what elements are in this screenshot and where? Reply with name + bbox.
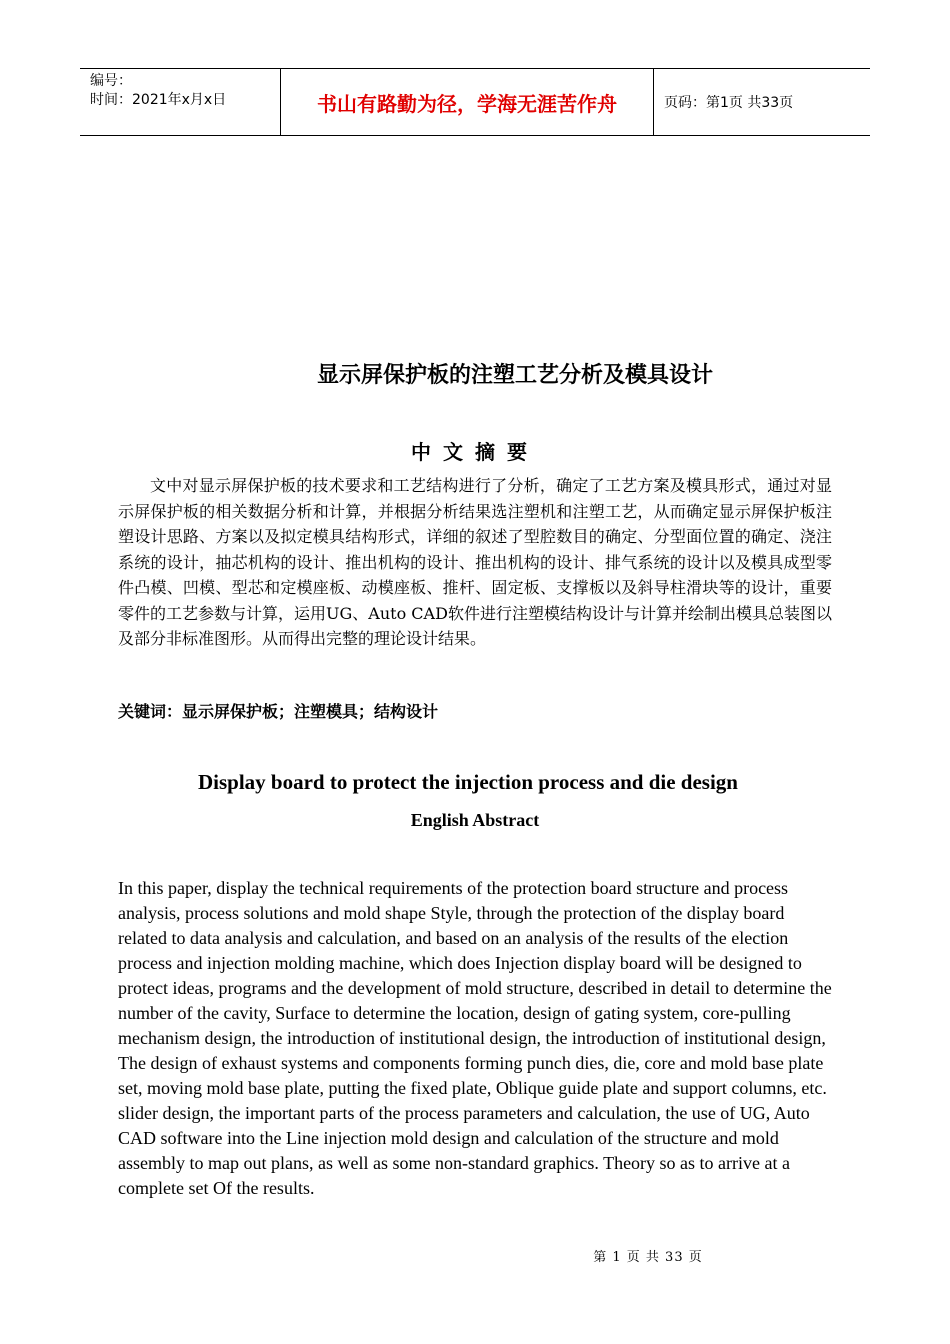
time-label: 时间：2021年x月x日 <box>90 92 227 108</box>
header-page-info: 页码：第1页 共33页 <box>664 95 794 111</box>
abstract-chinese-text: 文中对显示屏保护板的技术要求和工艺结构进行了分析，确定了工艺方案及模具形式，通过对显示屏保护板的相关数据分析和计算，并根据分析结果选注塑机和注塑工艺，从而确定显示屏保护板注塑设计思路、方案以及拟定模具结构形式，详细的叙述了型腔数目的确定、分型面位置的确定、浇注系统的设计，抽芯机构的设计、推出机构的设计、推出机构的设计、排气系统的设计以及模具成型零件凸模、凹模、型芯和定模座板、动模座板、推杆、固定板、支撑板以及斜导柱滑块等的设计，重要零件的工艺参数与计算，运用UG、Auto CAD软件进行注塑模结构设计与计算并绘制出模具总装图以及部分非标准图形。从而得出完整的理论设计结果。 <box>118 476 832 648</box>
title-chinese: 显示屏保护板的注塑工艺分析及模具设计 <box>316 363 713 388</box>
title-english: Display board to protect the injection process and die design <box>198 770 738 794</box>
abstract-heading-english: English Abstract <box>410 810 540 830</box>
page-header <box>80 68 870 136</box>
abstract-english <box>118 876 834 1201</box>
abstract-english-text: In this paper, display the technical requirements of the protection board structure and process analysis, process solutions and mold shape Style, through the protection of the display board related to data analysis and calculation, and based on an analysis of the results of the election process and injection molding machine, which does Injection display board will be designed to protect ideas, programs and the development of mold structure, described in detail to determine the number of the cavity, Surface to determine the location, design of gating system, core-pulling mechanism design, the introduction of institutional design, the introduction of institutional design, The design of exhaust systems and components forming punch dies, die, core and mold base plate set, moving mold base plate, putting the fixed plate, Oblique guide plate and support columns, etc. slider design, the important parts of the process parameters and calculation, the use of UG, Auto CAD software into the Line injection mold design and calculation of the structure and mold assembly to map out plans, as well as some non-standard graphics. Theory so as to arrive at a complete set Of the results. <box>118 878 832 1198</box>
header-motto: 书山有路勤为径，学海无涯苦作舟 <box>281 69 654 135</box>
keywords: 关键词：显示屏保护板；注塑模具；结构设计 <box>118 702 439 721</box>
number-label: 编号： <box>90 73 132 89</box>
header-meta <box>80 69 281 135</box>
page-footer: 第 1 页 共 33 页 <box>593 1250 703 1265</box>
abstract-chinese <box>118 473 832 652</box>
abstract-heading-chinese: 中文摘要 <box>411 440 539 464</box>
